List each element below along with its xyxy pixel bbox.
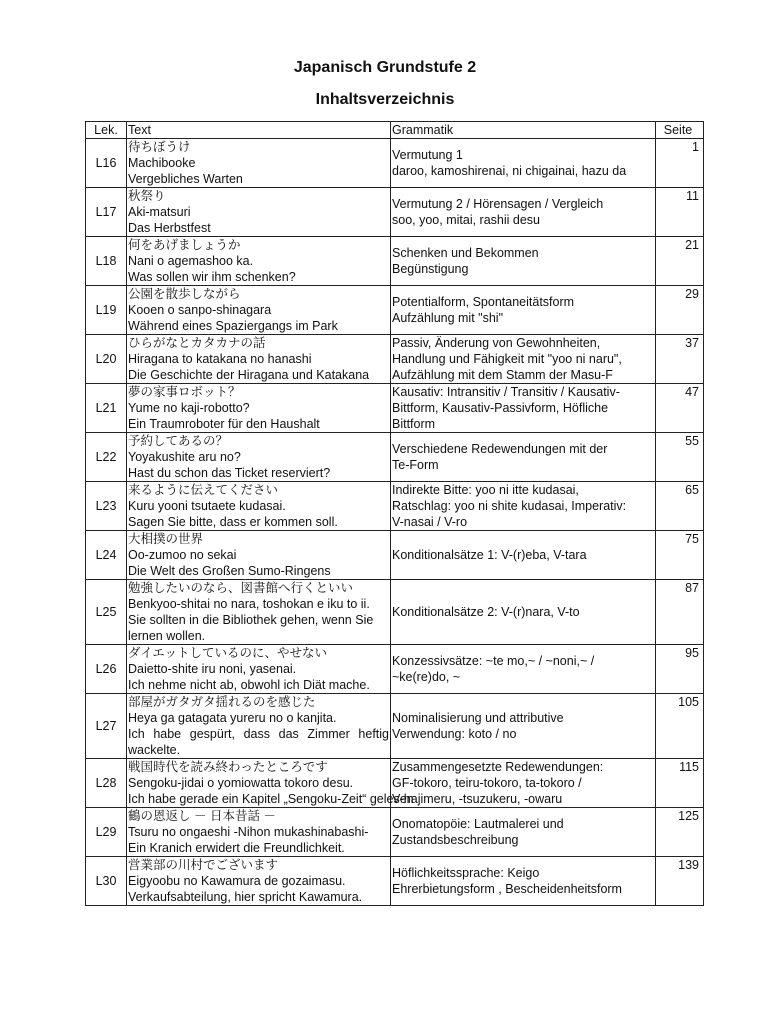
table-row xyxy=(86,433,704,482)
grammar-line: Bittform, Kausativ-Passivform, Höfliche xyxy=(392,401,609,415)
grammar-line: Konditionalsätze 2: V-(r)nara, V-to xyxy=(392,605,580,619)
lesson-title-japanese: 夢の家事ロボット？ xyxy=(128,385,241,399)
grammar-cell xyxy=(391,384,656,433)
column-header-grammar: Grammatik xyxy=(391,122,656,139)
page-number: 125 xyxy=(656,808,704,857)
table-row xyxy=(86,580,704,645)
lesson-number: L17 xyxy=(86,188,127,237)
grammar-line: Nominalisierung und attributive xyxy=(392,711,564,725)
table-body xyxy=(86,139,704,906)
lesson-number: L24 xyxy=(86,531,127,580)
grammar-cell xyxy=(391,857,656,906)
page-number: 47 xyxy=(656,384,704,433)
lesson-text-cell xyxy=(127,759,414,808)
lesson-title-romaji: Eigyoobu no Kawamura de gozaimasu. xyxy=(128,874,346,888)
table-row xyxy=(86,694,704,759)
grammar-line: Potentialform, Spontaneitätsform xyxy=(392,295,575,309)
grammar-line: soo, yoo, mitai, rashii desu xyxy=(392,213,540,227)
grammar-line: daroo, kamoshirenai, ni chigainai, hazu da xyxy=(392,164,627,178)
grammar-line: Zustandsbeschreibung xyxy=(392,833,519,847)
page-number: 95 xyxy=(656,645,704,694)
grammar-line: Ehrerbietungsform , Bescheidenheitsform xyxy=(392,882,622,896)
lesson-title-japanese: 大相撲の世界 xyxy=(128,532,204,546)
column-header-page: Seite xyxy=(656,122,704,139)
grammar-line: Schenken und Bekommen xyxy=(392,246,539,260)
lesson-title-romaji: Machibooke xyxy=(128,156,196,170)
lesson-title-japanese: 営業部の川村でございます xyxy=(128,858,279,872)
grammar-cell xyxy=(391,188,656,237)
lesson-title-japanese: ひらがなとカタカナの話 xyxy=(128,336,266,350)
grammar-line: ~ke(re)do, ~ xyxy=(392,670,461,684)
page-number: 87 xyxy=(656,580,704,645)
table-row xyxy=(86,286,704,335)
lesson-title-german: Ein Traumroboter für den Haushalt xyxy=(128,417,320,431)
lesson-text-cell xyxy=(127,580,391,645)
page-number: 65 xyxy=(656,482,704,531)
page-number: 55 xyxy=(656,433,704,482)
lesson-text-cell xyxy=(127,188,391,237)
grammar-line: Verwendung: koto / no xyxy=(392,727,517,741)
lesson-title-japanese: 秋祭り xyxy=(128,189,166,203)
lesson-title-german: Ein Kranich erwidert die Freundlichkeit. xyxy=(128,841,345,855)
grammar-cell xyxy=(391,808,656,857)
lesson-title-german: Ich habe gespürt, dass das Zimmer heftig wackelte. xyxy=(128,727,389,757)
lesson-title-romaji: Daietto-shite iru noni, yasenai. xyxy=(128,662,297,676)
lesson-number: L28 xyxy=(86,759,127,808)
lesson-number: L21 xyxy=(86,384,127,433)
page-number: 21 xyxy=(656,237,704,286)
grammar-line: Verschiedene Redewendungen mit der xyxy=(392,442,608,456)
grammar-line: Konditionalsätze 1: V-(r)eba, V-tara xyxy=(392,548,587,562)
page-number: 115 xyxy=(656,759,704,808)
lesson-title-german: Was sollen wir ihm schenken? xyxy=(128,270,296,284)
page-number: 139 xyxy=(656,857,704,906)
lesson-number: L27 xyxy=(86,694,127,759)
lesson-title-german: Ich habe gerade ein Kapitel „Sengoku-Zeit“ gelesen xyxy=(128,792,414,806)
table-row xyxy=(86,237,704,286)
grammar-line: Ratschlag: yoo ni shite kudasai, Imperativ: xyxy=(392,499,627,513)
grammar-cell xyxy=(391,759,656,808)
grammar-line: Zusammengesetzte Redewendungen: xyxy=(392,760,604,774)
lesson-title-romaji: Yoyakushite aru no? xyxy=(128,450,241,464)
lesson-title-german: Sagen Sie bitte, dass er kommen soll. xyxy=(128,515,338,529)
page-number: 105 xyxy=(656,694,704,759)
lesson-title-japanese: 待ちぼうけ xyxy=(128,140,191,154)
lesson-text-cell xyxy=(127,482,391,531)
lesson-text-cell xyxy=(127,286,391,335)
table-row xyxy=(86,482,704,531)
lesson-text-cell xyxy=(127,384,391,433)
table-of-contents xyxy=(85,121,704,906)
page-number: 11 xyxy=(656,188,704,237)
column-header-lesson: Lek. xyxy=(86,122,127,139)
grammar-line: Handlung und Fähigkeit mit "yoo ni naru", xyxy=(392,352,622,366)
page-number: 1 xyxy=(656,139,704,188)
lesson-title-japanese: 公園を散歩しながら xyxy=(128,287,241,301)
table-row xyxy=(86,857,704,906)
lesson-text-cell xyxy=(127,531,391,580)
grammar-line: Kausativ: Intransitiv / Transitiv / Kausativ- xyxy=(392,385,620,399)
grammar-line: Passiv, Änderung von Gewohnheiten, xyxy=(392,336,601,350)
lesson-number: L30 xyxy=(86,857,127,906)
grammar-line: Onomatopöie: Lautmalerei und xyxy=(392,817,564,831)
page-number: 75 xyxy=(656,531,704,580)
lesson-title-romaji: Tsuru no ongaeshi -Nihon mukashinabashi- xyxy=(128,825,369,839)
page-number: 37 xyxy=(656,335,704,384)
grammar-cell xyxy=(391,645,656,694)
column-header-text: Text xyxy=(127,122,391,139)
lesson-text-cell xyxy=(127,433,391,482)
lesson-title-german: Hast du schon das Ticket reserviert? xyxy=(128,466,331,480)
grammar-line: Te-Form xyxy=(392,458,439,472)
grammar-line: V-nasai / V-ro xyxy=(392,515,468,529)
lesson-title-japanese: 部屋がガタガタ揺れるのを感じた xyxy=(128,695,316,709)
grammar-cell xyxy=(391,694,656,759)
lesson-title-german: Die Geschichte der Hiragana und Katakana xyxy=(128,368,370,382)
grammar-line: V-hajimeru, -tsuzukeru, -owaru xyxy=(392,792,563,806)
table-row xyxy=(86,188,704,237)
lesson-text-cell xyxy=(127,694,391,759)
grammar-line: GF-tokoro, teiru-tokoro, ta-tokoro / xyxy=(392,776,582,790)
table-row xyxy=(86,531,704,580)
lesson-title-romaji: Hiragana to katakana no hanashi xyxy=(128,352,312,366)
lesson-title-romaji: Oo-zumoo no sekai xyxy=(128,548,237,562)
grammar-cell xyxy=(391,335,656,384)
lesson-text-cell xyxy=(127,808,391,857)
lesson-number: L29 xyxy=(86,808,127,857)
lesson-title-romaji: Yume no kaji-robotto? xyxy=(128,401,250,415)
lesson-number: L16 xyxy=(86,139,127,188)
lesson-title-japanese: 鶴の恩返し － 日本昔話 － xyxy=(128,809,276,823)
lesson-number: L22 xyxy=(86,433,127,482)
lesson-title-german: Während eines Spaziergangs im Park xyxy=(128,319,338,333)
lesson-title-japanese: 何をあげましょうか xyxy=(128,238,241,252)
document-title: Japanisch Grundstufe 2 xyxy=(293,59,477,76)
grammar-cell xyxy=(391,139,656,188)
lesson-title-german: Die Welt des Großen Sumo-Ringens xyxy=(128,564,331,578)
grammar-cell xyxy=(391,433,656,482)
lesson-title-german: Ich nehme nicht ab, obwohl ich Diät mache. xyxy=(128,678,370,692)
lesson-title-german: Sie sollten in die Bibliothek gehen, wenn Sie lernen wollen. xyxy=(128,613,374,643)
grammar-cell xyxy=(391,531,656,580)
lesson-number: L19 xyxy=(86,286,127,335)
lesson-title-german: Das Herbstfest xyxy=(128,221,211,235)
grammar-line: Höflichkeitssprache: Keigo xyxy=(392,866,540,880)
lesson-number: L26 xyxy=(86,645,127,694)
lesson-title-japanese: 勉強したいのなら、図書館へ行くといい xyxy=(128,581,354,595)
page-number: 29 xyxy=(656,286,704,335)
lesson-title-german: Vergebliches Warten xyxy=(128,172,243,186)
table-row xyxy=(86,808,704,857)
grammar-cell xyxy=(391,580,656,645)
lesson-title-romaji: Benkyoo-shitai no nara, toshokan e iku to ii. xyxy=(128,597,370,611)
lesson-text-cell xyxy=(127,645,391,694)
table-row xyxy=(86,384,704,433)
grammar-cell xyxy=(391,482,656,531)
lesson-text-cell xyxy=(127,857,391,906)
grammar-line: Begünstigung xyxy=(392,262,469,276)
lesson-title-romaji: Sengoku-jidai o yomiowatta tokoro desu. xyxy=(128,776,354,790)
grammar-cell xyxy=(391,237,656,286)
lesson-number: L23 xyxy=(86,482,127,531)
grammar-line: Vermutung 1 xyxy=(392,148,463,162)
lesson-title-japanese: ダイエットしているのに、やせない xyxy=(128,646,328,660)
grammar-line: Bittform xyxy=(392,417,436,431)
lesson-title-romaji: Kooen o sanpo-shinagara xyxy=(128,303,272,317)
table-row xyxy=(86,139,704,188)
table-row xyxy=(86,645,704,694)
table-header-row xyxy=(86,122,704,139)
lesson-title-romaji: Nani o agemashoo ka. xyxy=(128,254,254,268)
lesson-number: L18 xyxy=(86,237,127,286)
grammar-line: Aufzählung mit "shi" xyxy=(392,311,504,325)
lesson-title-japanese: 来るように伝えてください xyxy=(128,483,279,497)
lesson-title-japanese: 戦国時代を読み終わったところです xyxy=(128,760,328,774)
lesson-title-japanese: 予約してあるの？ xyxy=(128,434,229,448)
grammar-line: Konzessivsätze: ~te mo,~ / ~noni,~ / xyxy=(392,654,595,668)
document-subtitle: Inhaltsverzeichnis xyxy=(315,91,455,108)
lesson-title-romaji: Aki-matsuri xyxy=(128,205,191,219)
lesson-text-cell xyxy=(127,139,391,188)
lesson-title-romaji: Heya ga gatagata yureru no o kanjita. xyxy=(128,711,337,725)
lesson-text-cell xyxy=(127,335,391,384)
grammar-line: Indirekte Bitte: yoo ni itte kudasai, xyxy=(392,483,579,497)
grammar-line: Aufzählung mit dem Stamm der Masu-F xyxy=(392,368,613,382)
lesson-title-romaji: Kuru yooni tsutaete kudasai. xyxy=(128,499,286,513)
table-row xyxy=(86,759,704,808)
lesson-number: L20 xyxy=(86,335,127,384)
lesson-number: L25 xyxy=(86,580,127,645)
lesson-text-cell xyxy=(127,237,391,286)
grammar-cell xyxy=(391,286,656,335)
lesson-title-german: Verkaufsabteilung, hier spricht Kawamura. xyxy=(128,890,363,904)
grammar-line: Vermutung 2 / Hörensagen / Vergleich xyxy=(392,197,604,211)
table-row xyxy=(86,335,704,384)
